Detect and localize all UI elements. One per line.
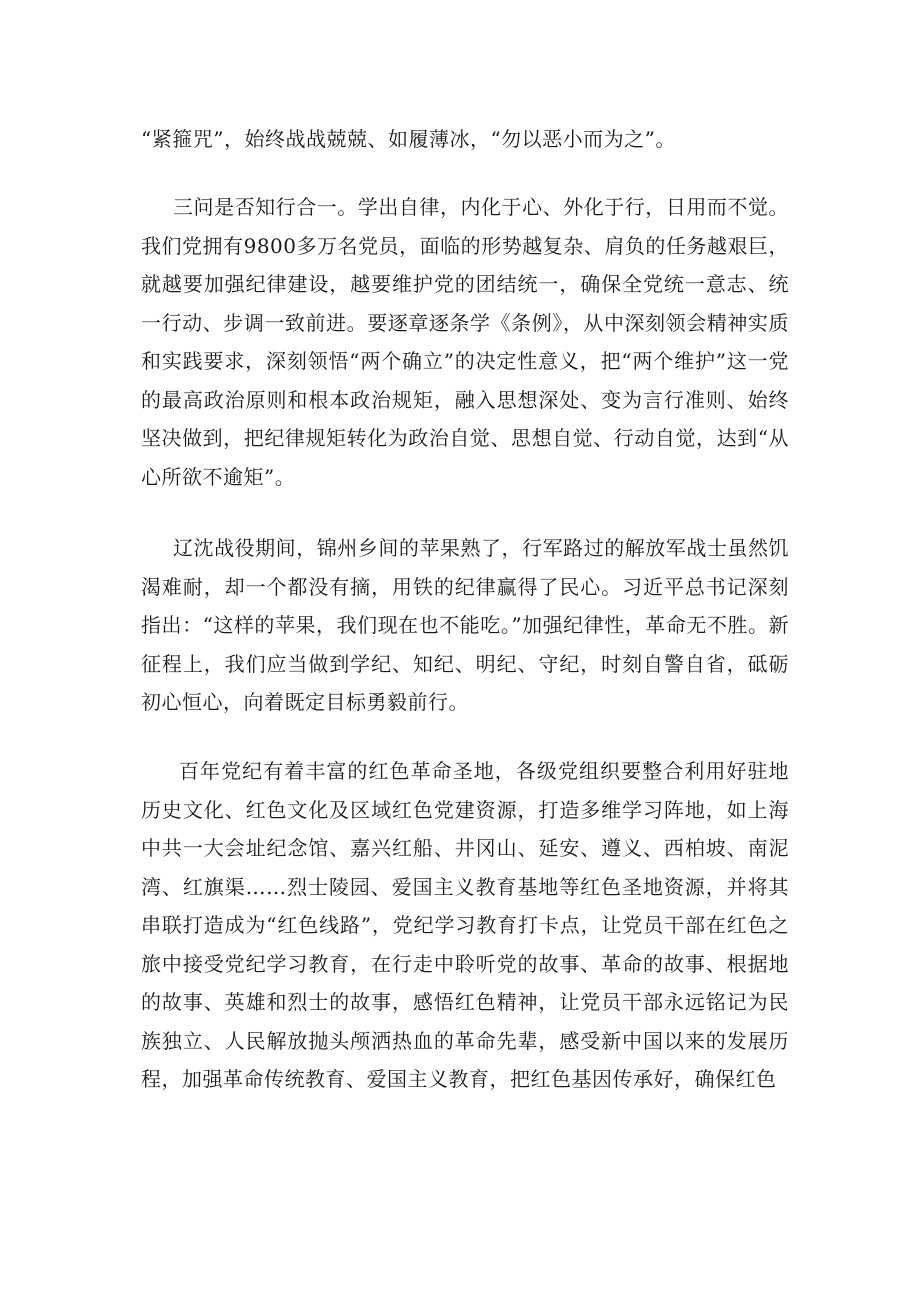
paragraph-liaoshen-campaign: 辽沈战役期间，锦州乡间的苹果熟了，行军路过的解放军战士虽然饥渴难耐，却一个都没有摘，用铁的纪律赢得了民心。习近平总书记深刻指出：“这样的苹果，我们现在也不能吃。”加强纪律性，革命无不胜。新征程上，我们应当做到学纪、知纪、明纪、守纪，时刻自警自省，砥砺初心恒心，向着既定目标勇毅前行。 bbox=[141, 536, 789, 714]
paragraph-knowledge-action-unity: 三问是否知行合一。学出自律，内化于心、外化于行，日用而不觉。我们党拥有9800多万名党员，面临的形势越复杂、肩负的任务越艰巨，就越要加强纪律建设，越要维护党的团结统一，确保全党统一意志、统一行动、步调一致前进。要逐章逐条学《条例》，从中深刻领会精神实质和实践要求，深刻领悟“两个确立”的决定性意义，把“两个维护”这一党的最高政治原则和根本政治规矩，融入思想深处、变为言行准则、始终坚决做到，把纪律规矩转化为政治自觉、思想自觉、行动自觉，达到“从心所欲不逾矩”。 bbox=[141, 195, 789, 489]
paragraph-red-revolutionary-sites: 百年党纪有着丰富的红色革命圣地，各级党组织要整合利用好驻地历史文化、红色文化及区域红色党建资源，打造多维学习阵地，如上海中共一大会址纪念馆、嘉兴红船、井冈山、延安、遵义、西柏坡、南泥湾、红旗渠……烈士陵园、爱国主义教育基地等红色圣地资源，并将其串联打造成为“红色线路”，党纪学习教育打卡点，让党员干部在红色之旅中接受党纪学习教育，在行走中聆听党的故事、革命的故事、根据地的故事、英雄和烈士的故事，感悟红色精神，让党员干部永远铭记为民族独立、人民解放抛头颅洒热血的革命先辈，感受新中国以来的发展历程，加强革命传统教育、爱国主义教育，把红色基因传承好，确保红色 bbox=[141, 759, 789, 1091]
paragraph-continuation: “紧箍咒”，始终战战兢兢、如履薄冰，“勿以恶小而为之”。 bbox=[141, 127, 676, 151]
